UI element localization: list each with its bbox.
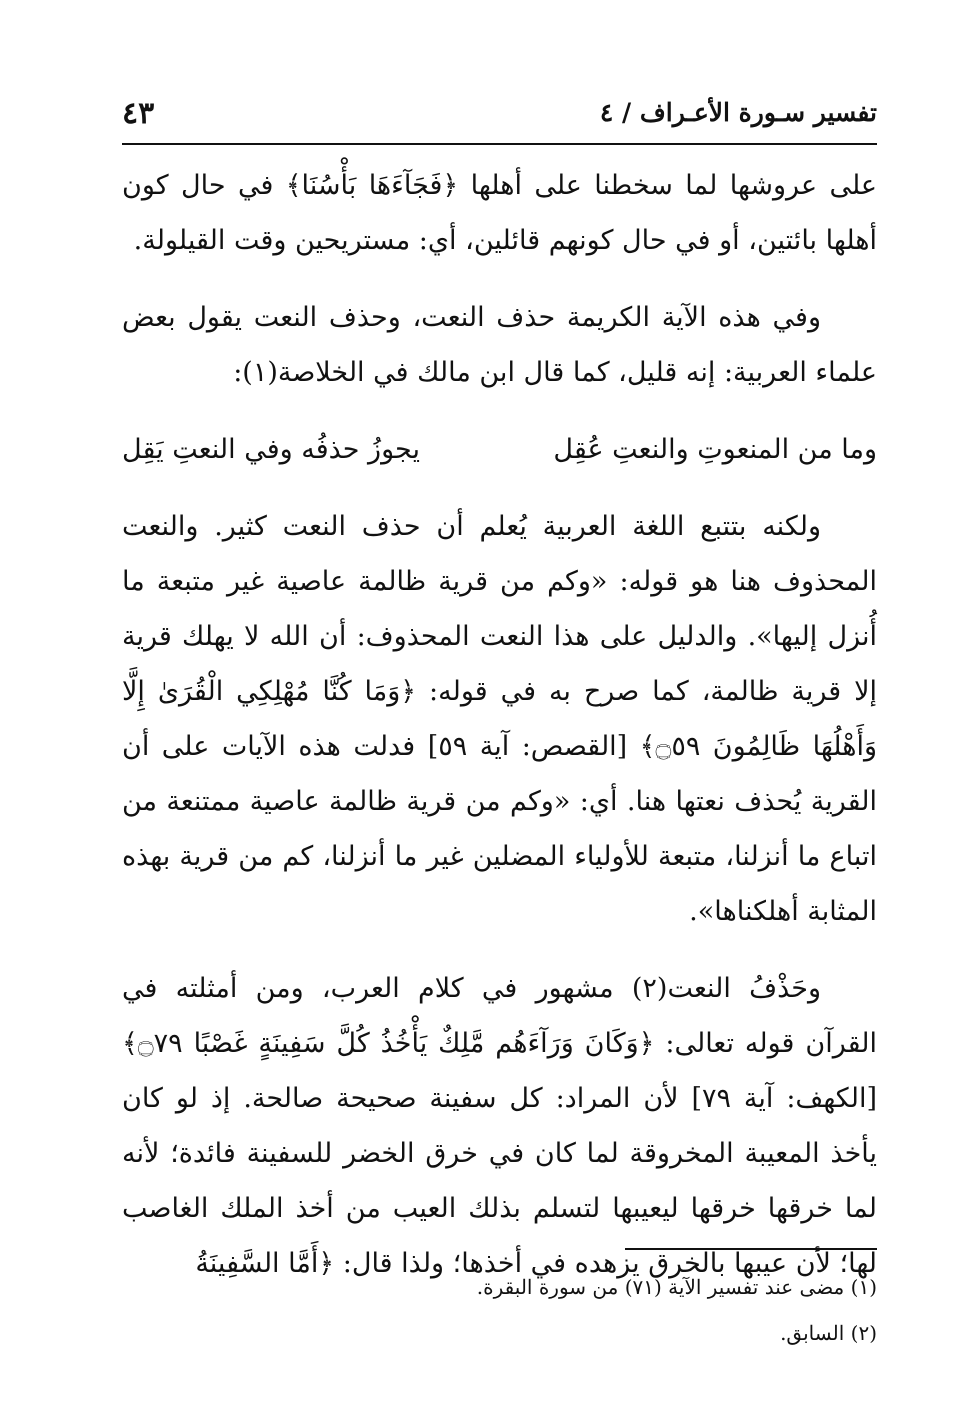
poetry-verse [122,422,877,477]
paragraph-2: وفي هذه الآية الكريمة حذف النعت، وحذف النعت يقول بعض علماء العربية: إنه قليل، كما قال ابن مالك في الخلاصة(١): [122,302,877,388]
verse-second-hemistich: يجوزُ حذفُه وفي النعتِ يَقِل [122,434,420,465]
running-title: تفسير سـورة الأعـراف / ٤ [599,98,877,127]
verse-first-hemistich: وما من المنعوتِ والنعتِ عُقِل [553,434,877,465]
footnote-2: (٢) السابق. [780,1321,877,1345]
footnote-rule [625,1248,877,1250]
running-header [122,98,877,142]
page-number: ٤٣ [122,96,155,131]
paragraph-1: على عروشها لما سخطنا على أهلها ﴿فَجَآءَهَا بَأْسُنَا﴾ في حال كون أهلها بائتين، أو في حال كونهم قائلين، أي: مستريحين وقت القيلولة. [122,170,877,256]
header-rule [122,143,877,145]
main-text [122,158,877,1291]
paragraph-4: وحَذْفُ النعت(٢) مشهور في كلام العرب، ومن أمثلته في القرآن قوله تعالى: ﴿وَكَانَ وَرَآءَهُم مَّلِكٌ يَأْخُذُ كُلَّ سَفِينَةٍ غَصْبًا ۝٧٩﴾ [الكهف: آية ٧٩] لأن المراد: كل سفينة صحيحة صالحة. إذ لو كان يأخذ المعيبة المخروقة لما كان في خرق الخضر للسفينة فائدة؛ لأنه لما خرقها خرقها ليعيبها لتسلم بذلك العيب من أخذ الملك الغاصب لها؛ لأن عيبها بالخرق يزهده في أخذها؛ ولذا قال: ﴿أَمَّا السَّفِينَةُ [122,973,877,1279]
footnote-1: (١) مضى عند تفسير الآية (٧١) من سورة البقرة. [476,1275,877,1299]
footnotes [122,1264,877,1356]
paragraph-3: ولكنه بتتبع اللغة العربية يُعلم أن حذف النعت كثير. والنعت المحذوف هنا هو قوله: «وكم من قرية ظالمة عاصية غير متبعة ما أُنزل إليها». والدليل على هذا النعت المحذوف: أن الله لا يهلك قرية إلا قرية ظالمة، كما صرح به في قوله: ﴿وَمَا كُنَّا مُهْلِكِي الْقُرَىٰ إِلَّا وَأَهْلُهَا ظَالِمُونَ ۝٥٩﴾ [القصص: آية ٥٩] فدلت هذه الآيات على أن القرية يُحذف نعتها هنا. أي: «وكم من قرية ظالمة عاصية ممتنعة من اتباع ما أنزلنا، متبعة للأولياء المضلين غير ما أنزلنا، كم من قرية بهذه المثابة أهلكناها». [122,511,877,927]
